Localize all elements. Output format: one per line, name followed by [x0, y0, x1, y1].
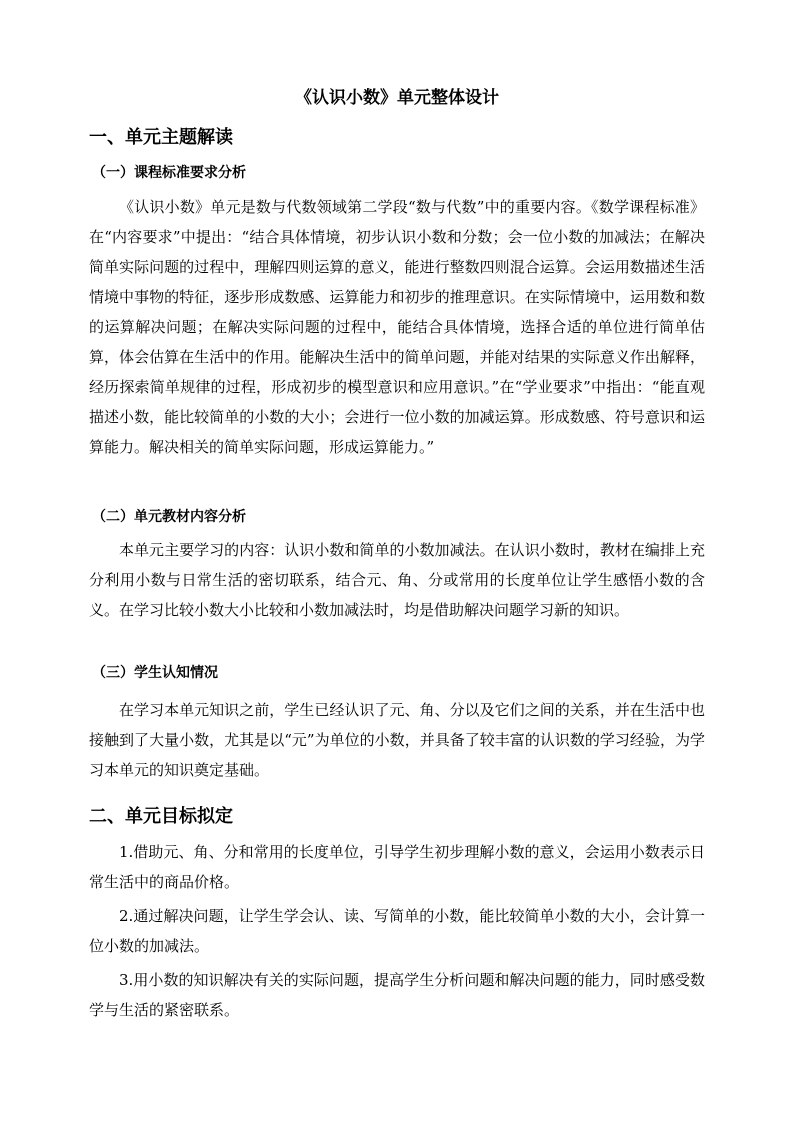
section-heading-goals: 二、单元目标拟定 [89, 806, 233, 827]
goal-item-1: 1.借助元、角、分和常用的长度单位，引导学生初步理解小数的意义，会运用小数表示日常生活中的商品价格。 [89, 843, 705, 891]
section-heading-theme: 一、单元主题解读 [89, 127, 233, 148]
subsection-heading-textbook: （二）单元教材内容分析 [92, 509, 246, 525]
paragraph-textbook: 本单元主要学习的内容：认识小数和简单的小数加减法。在认识小数时，教材在编排上充分利用小数与日常生活的密切联系，结合元、角、分或常用的长度单位让学生感悟小数的含义。在学习比较小数大小比较和小数加减法时，均是借助解决问题学习新的知识。 [89, 541, 705, 619]
subsection-heading-student: （三）学生认知情况 [92, 665, 218, 681]
subsection-heading-curriculum: （一）课程标准要求分析 [92, 165, 246, 181]
paragraph-curriculum: 《认识小数》单元是数与代数领域第二学段“数与代数”中的重要内容。《数学课程标准》在“内容要求”中提出：“结合具体情境，初步认识小数和分数；会一位小数的加减法；在解决简单实际问题的过程中，理解四则运算的意义，能进行整数四则混合运算。会运用数描述生活情境中事物的特征，逐步形成数感、运算能力和初步的推理意识。在实际情境中，运用数和数的运算解决问题；在解决实际问题的过程中，能结合具体情境，选择合适的单位进行简单估算，体会估算在生活中的作用。能解决生活中的简单问题，并能对结果的实际意义作出解释，经历探索简单规律的过程，形成初步的模型意识和应用意识。”在“学业要求”中指出：“能直观描述小数，能比较简单的小数的大小；会进行一位小数的加减运算。形成数感、符号意识和运算能力。解决相关的简单实际问题，形成运算能力。” [89, 198, 705, 456]
paragraph-student: 在学习本单元知识之前，学生已经认识了元、角、分以及它们之间的关系，并在生活中也接触到了大量小数，尤其是以“元”为单位的小数，并具备了较丰富的认识数的学习经验，为学习本单元的知识奠定基础。 [89, 701, 705, 779]
document-title: 《认识小数》单元整体设计 [295, 88, 499, 108]
goal-item-2: 2.通过解决问题，让学生学会认、读、写简单的小数，能比较简单小数的大小，会计算一位小数的加减法。 [89, 907, 705, 955]
goal-item-3: 3.用小数的知识解决有关的实际问题，提高学生分析问题和解决问题的能力，同时感受数学与生活的紧密联系。 [89, 971, 705, 1019]
